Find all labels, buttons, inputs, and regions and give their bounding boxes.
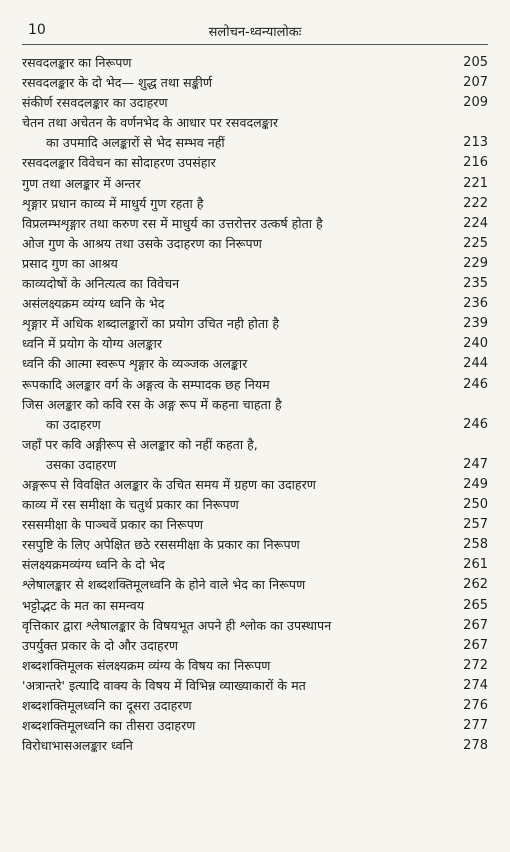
toc-entry-title: रसपुष्टि के लिए अपेक्षित छठे रससमीक्षा के प्रकार का निरूपण	[22, 537, 300, 553]
toc-entry	[22, 716, 488, 736]
toc-entry-title: ध्वनि में प्रयोग के योग्य अलङ्कार	[22, 336, 162, 352]
toc-entry-page: 267	[463, 617, 488, 633]
toc-entry	[22, 596, 488, 616]
toc-entry-title: विप्रलम्भशृङ्गार तथा करुण रस में माधुर्य का उत्तरोत्तर उत्कर्ष होता है	[22, 215, 323, 231]
toc-entry-page: 240	[463, 336, 488, 352]
toc-entry-title: असंलक्ष्यक्रम व्यंग्य ध्वनि के भेद	[22, 296, 165, 312]
toc-entry-title-continued: उसका उदाहरण	[46, 456, 117, 472]
toc-entry	[22, 676, 488, 696]
toc-entry-title: वृत्तिकार द्वारा श्लेषालङ्कार के विषयभूत अपने ही श्लोक का उपस्थापन	[22, 617, 332, 633]
toc-entry-page: 221	[463, 175, 488, 191]
toc-entry-page: 277	[463, 718, 488, 734]
toc-entry	[22, 395, 488, 435]
toc-entry-title: काव्य में रस समीक्षा के चतुर्थ प्रकार का निरूपण	[22, 497, 239, 513]
toc-entry-page: 205	[463, 55, 488, 70]
toc-entry	[22, 736, 488, 756]
toc-entry	[22, 636, 488, 656]
toc-entry-title: ओज गुण के आश्रय तथा उसके उदाहरण का निरूपण	[22, 235, 262, 251]
toc-entry-title: 'अत्रान्तरे' इत्यादि वाक्य के विषय में विभिन्न व्याख्याकारों के मत	[22, 677, 306, 693]
toc-entry-page: 257	[463, 517, 488, 533]
toc-entry-title: शृङ्गार प्रधान काव्य में माधुर्य गुण रहता है	[22, 195, 204, 211]
toc-entry	[22, 254, 488, 274]
toc-entry-title: चेतन तथा अचेतन के वर्णनभेद के आधार पर रसवदलङ्कार	[22, 115, 279, 131]
toc-entry-title: अङ्गरूप से विवक्षित अलङ्कार के उचित समय में ग्रहण का उदाहरण	[22, 476, 316, 492]
toc-entry-page: 235	[463, 276, 488, 292]
toc-entry	[22, 495, 488, 515]
toc-entry-title: काव्यदोषों के अनित्यत्व का विवेचन	[22, 276, 180, 292]
toc-entry	[22, 194, 488, 214]
toc-entry-page: 246	[463, 416, 488, 432]
toc-entry-title: ध्वनि की आत्मा स्वरूप शृङ्गार के व्यञ्जक अलङ्कार	[22, 356, 248, 372]
toc-entry-title: रसवदलङ्कार विवेचन का सोदाहरण उपसंहार	[22, 155, 216, 171]
toc-entry-title-continued: का उदाहरण	[46, 416, 101, 432]
toc-entry	[22, 555, 488, 575]
page-header	[22, 18, 488, 45]
toc-entry-page: 244	[463, 356, 488, 372]
toc-entry	[22, 314, 488, 334]
toc-entry-title: विरोधाभासअलङ्कार ध्वनि	[22, 738, 133, 754]
toc-entry	[22, 294, 488, 314]
toc-entry-page: 222	[463, 195, 488, 211]
toc-entry-page: 207	[463, 75, 488, 91]
toc-entry	[22, 113, 488, 153]
toc-entry-page: 247	[463, 456, 488, 472]
toc-entry-title: संकीर्ण रसवदलङ्कार का उदाहरण	[22, 95, 168, 111]
toc-entry-title: रसवदलङ्कार के दो भेद— शुद्ध तथा सङ्कीर्ण	[22, 75, 213, 91]
toc-entry	[22, 153, 488, 173]
toc-entry-page: 249	[463, 476, 488, 492]
toc-entry	[22, 73, 488, 93]
toc-entry-page: 224	[463, 215, 488, 231]
toc-entry	[22, 375, 488, 395]
toc-entry-page: 267	[463, 637, 488, 653]
toc-entry-page: 250	[463, 497, 488, 513]
toc-entry	[22, 334, 488, 354]
toc-entry	[22, 515, 488, 535]
toc-entry-title: रससमीक्षा के पाञ्चवें प्रकार का निरूपण	[22, 517, 203, 533]
table-of-contents	[22, 53, 488, 756]
toc-entry-page: 261	[463, 557, 488, 573]
toc-entry-title: रूपकादि अलङ्कार वर्ग के अङ्गत्व के सम्पादक छह नियम	[22, 376, 270, 392]
page-number: 10	[28, 22, 46, 38]
toc-entry-title: प्रसाद गुण का आश्रय	[22, 255, 118, 271]
toc-entry	[22, 53, 488, 73]
toc-entry	[22, 656, 488, 676]
toc-entry-title: शृङ्गार में अधिक शब्दालङ्कारों का प्रयोग उचित नही होता है	[22, 316, 280, 332]
toc-entry	[22, 274, 488, 294]
toc-entry-page: 225	[463, 235, 488, 251]
toc-entry	[22, 354, 488, 374]
toc-entry-title: संलक्ष्यक्रमव्यंग्य ध्वनि के दो भेद	[22, 557, 165, 573]
toc-entry-page: 213	[463, 135, 488, 151]
toc-entry-page: 236	[463, 296, 488, 312]
toc-entry	[22, 234, 488, 254]
running-head: सलोचन-ध्वन्यालोकः	[208, 25, 302, 40]
toc-entry-title: रसवदलङ्कार का निरूपण	[22, 55, 132, 70]
toc-entry-page: 274	[463, 677, 488, 693]
toc-entry-page: 239	[463, 316, 488, 332]
toc-entry-page: 262	[463, 577, 488, 593]
toc-entry-title: गुण तथा अलङ्कार में अन्तर	[22, 175, 141, 191]
toc-entry-page: 258	[463, 537, 488, 553]
toc-entry-title-continued: का उपमादि अलङ्कारों से भेद सम्भव नहीं	[46, 135, 225, 151]
toc-entry	[22, 535, 488, 555]
toc-entry-page: 229	[463, 255, 488, 271]
toc-entry-title: शब्दशक्तिमूलध्वनि का तीसरा उदाहरण	[22, 718, 196, 734]
toc-entry-title: उपर्युक्त प्रकार के दो और उदाहरण	[22, 637, 179, 653]
toc-entry-title: श्लेषालङ्कार से शब्दशक्तिमूलध्वनि के होने वाले भेद का निरूपण	[22, 577, 306, 593]
toc-entry	[22, 696, 488, 716]
toc-entry-title: जहाँ पर कवि अङ्गीरूप से अलङ्कार को नहीं कहता है,	[22, 436, 258, 452]
toc-entry-page: 246	[463, 376, 488, 392]
toc-entry-page: 272	[463, 657, 488, 673]
toc-entry-page: 265	[463, 597, 488, 613]
toc-entry-page: 216	[463, 155, 488, 171]
toc-entry	[22, 174, 488, 194]
toc-entry-title: शब्दशक्तिमूलक संलक्ष्यक्रम व्यंग्य के विषय का निरूपण	[22, 657, 271, 673]
toc-entry-title: भट्टोद्भट के मत का समन्वय	[22, 597, 145, 613]
toc-entry-page: 276	[463, 698, 488, 713]
toc-entry-title: शब्दशक्तिमूलध्वनि का दूसरा उदाहरण	[22, 698, 192, 713]
toc-entry	[22, 616, 488, 636]
toc-entry	[22, 93, 488, 113]
toc-entry-title: जिस अलङ्कार को कवि रस के अङ्ग रूप में कहना चाहता है	[22, 396, 282, 412]
toc-entry	[22, 435, 488, 475]
toc-entry	[22, 214, 488, 234]
toc-entry-page: 209	[463, 95, 488, 111]
toc-entry	[22, 575, 488, 595]
toc-entry-page: 278	[463, 738, 488, 754]
toc-entry	[22, 475, 488, 495]
